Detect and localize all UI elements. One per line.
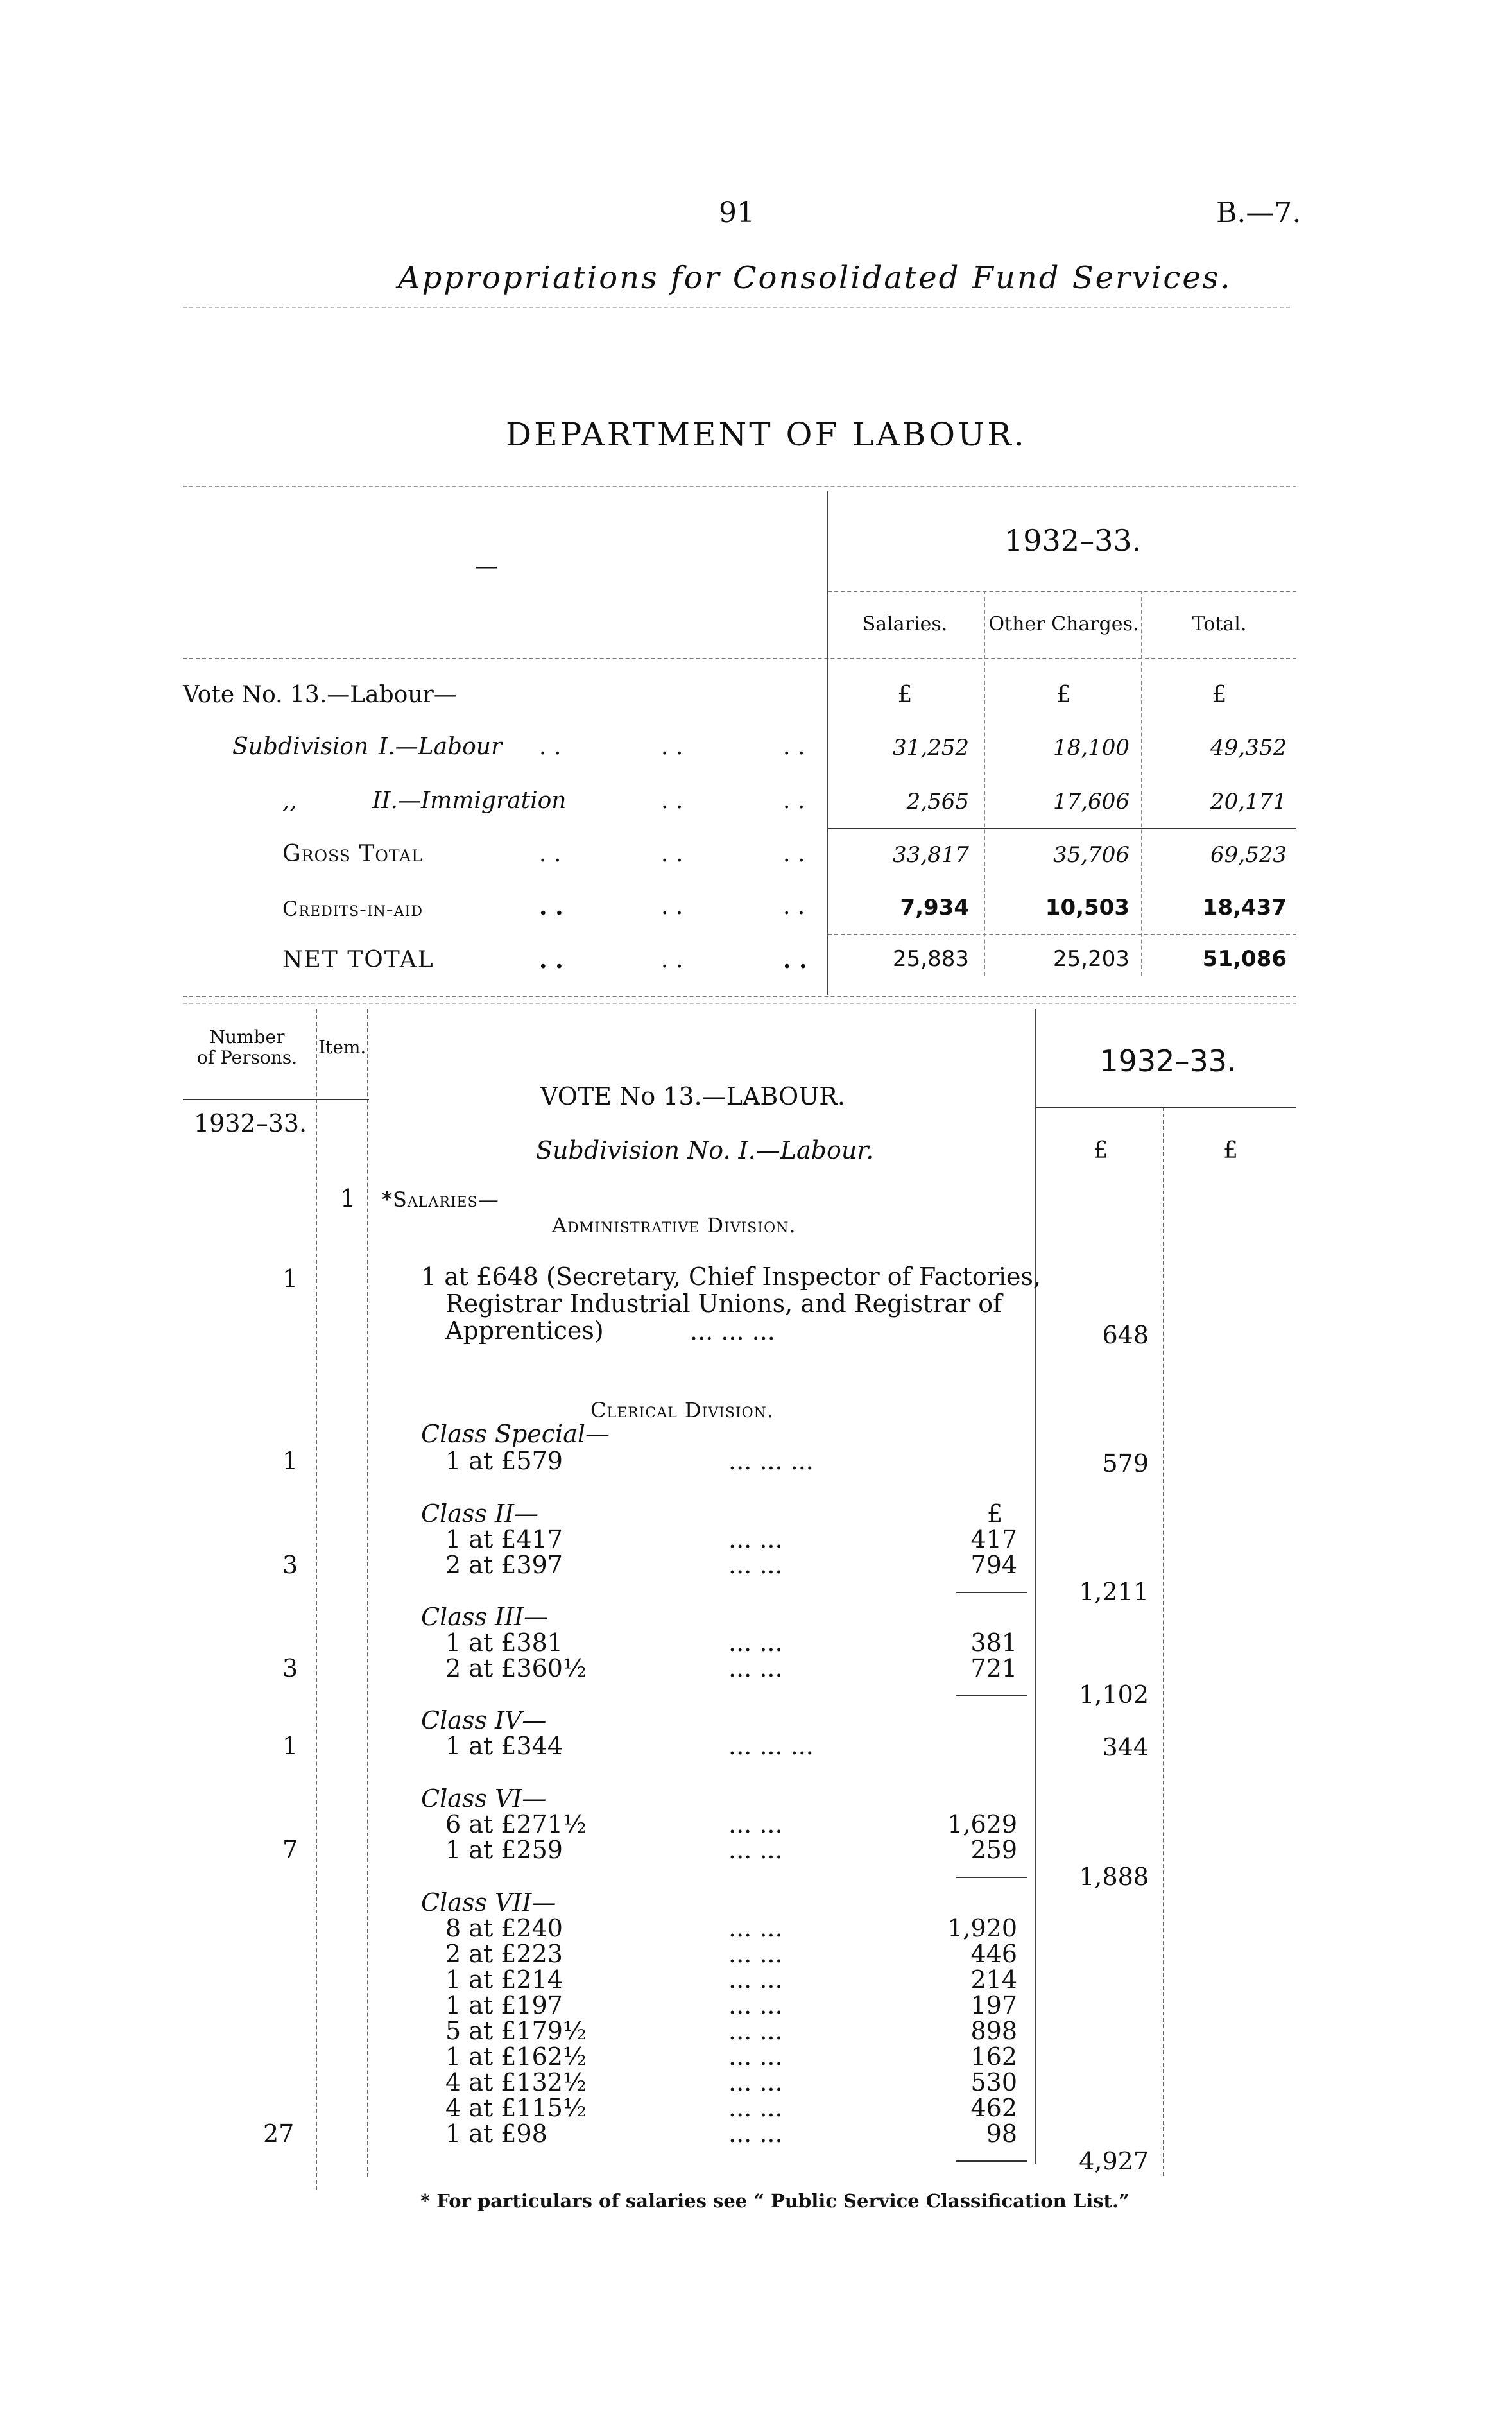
summary-row-label-detail: I.—Labour <box>379 734 503 760</box>
summary-row-label: Subdivision <box>232 734 369 760</box>
class-vii-amount: 462 <box>970 2094 1017 2122</box>
summary-currency-other: £ <box>1056 682 1071 708</box>
class-special-label: Class Special— <box>421 1420 610 1448</box>
class-iii-rate: 2 at £360½ <box>445 1654 587 1682</box>
summary-header-rule <box>183 658 1296 659</box>
leader-dots: ... ... <box>728 1810 783 1838</box>
salaries-heading: *Salaries— <box>382 1187 499 1212</box>
leader-dots: ... ... ... <box>690 1317 775 1345</box>
summary-col-divider-1 <box>827 491 828 995</box>
class-ii-total: 1,211 <box>1079 1578 1149 1606</box>
column-other-charges: Other Charges. <box>988 613 1139 635</box>
leader-dots: . . <box>783 734 805 760</box>
leader-dots: ... ... <box>728 1654 783 1682</box>
class-vii-rate: 5 at £179½ <box>445 2017 587 2045</box>
class-vii-rate: 1 at £197 <box>445 1991 563 2019</box>
summary-other-value: 35,706 <box>1053 842 1130 868</box>
class-vii-rate: 1 at £162½ <box>445 2042 587 2071</box>
leader-dots: ... ... <box>728 2042 783 2071</box>
class-vii-amount: 162 <box>970 2042 1017 2071</box>
detail-year-heading-right: 1932–33. <box>1099 1044 1237 1078</box>
detail-right-header-rule <box>1036 1107 1296 1108</box>
detail-col-divider-item <box>367 1009 368 2177</box>
class-vii-rate: 8 at £240 <box>445 1914 563 1942</box>
leader-dots: ... ... <box>728 2017 783 2045</box>
summary-other-value: 10,503 <box>1045 895 1130 920</box>
summary-row-label: NET TOTAL <box>282 947 434 973</box>
summary-salaries-value: 31,252 <box>893 735 969 761</box>
class-vii-label: Class VII— <box>421 1888 556 1917</box>
leader-dots: ... ... <box>728 2094 783 2122</box>
column-total: Total. <box>1192 613 1247 635</box>
detail-col-divider-amount <box>1163 1107 1164 2176</box>
summary-net-rule <box>828 934 1296 935</box>
summary-salaries-value: 2,565 <box>906 789 969 815</box>
summary-row-label: Gross Total <box>282 841 423 867</box>
leader-dots: . . <box>783 788 805 814</box>
class-iii-amount: 721 <box>970 1654 1017 1682</box>
leader-dots: ... ... <box>728 1965 783 1994</box>
summary-other-value: 17,606 <box>1053 789 1130 815</box>
class-ii-rate: 1 at £417 <box>445 1525 563 1553</box>
leader-dots: . . <box>661 788 683 814</box>
class-iii-persons: 3 <box>282 1654 298 1682</box>
leader-dots: ... ... <box>728 1525 783 1553</box>
class-iii-label: Class III— <box>421 1603 548 1631</box>
summary-total-value: 69,523 <box>1210 842 1287 868</box>
class-vi-total: 1,888 <box>1079 1863 1149 1891</box>
detail-col-divider-text <box>1035 1009 1036 2164</box>
summary-total-value: 18,437 <box>1202 895 1287 920</box>
class-vii-rule <box>956 2160 1027 2162</box>
secretary-line: Registrar Industrial Unions, and Registrar of <box>445 1289 1002 1318</box>
secretary-line: 1 at £648 (Secretary, Chief Inspector of Factories, <box>421 1263 1042 1291</box>
leader-dots: . . <box>783 947 807 974</box>
detail-year-heading-left: 1932–33. <box>194 1109 307 1137</box>
clerical-division-heading: Clerical Division. <box>590 1398 775 1422</box>
vote-title: VOTE No 13.—LABOUR. <box>540 1082 845 1110</box>
summary-vote-label: Vote No. 13.—Labour— <box>183 682 457 708</box>
class-ii-rate: 2 at £397 <box>445 1551 563 1579</box>
column-number-of-persons <box>183 1027 311 1068</box>
leader-dots: . . <box>661 734 683 760</box>
class-iii-amount: 381 <box>970 1628 1017 1657</box>
class-iv-line: 1 at £344 <box>445 1732 563 1760</box>
summary-other-value: 25,203 <box>1053 946 1130 972</box>
column-item: Item. <box>318 1037 366 1058</box>
class-iii-rule <box>956 1695 1027 1696</box>
class-vi-rate: 1 at £259 <box>445 1836 563 1864</box>
leader-dots: . . <box>661 947 683 973</box>
class-vii-rate: 1 at £98 <box>445 2119 547 2148</box>
leader-dots: ... ... <box>728 1551 783 1579</box>
class-ii-pound: £ <box>987 1499 1003 1528</box>
document-reference: B.—7. <box>1216 196 1302 229</box>
secretary-amount: 648 <box>1102 1321 1149 1349</box>
class-iv-persons: 1 <box>282 1732 298 1760</box>
class-ii-rule <box>956 1592 1027 1593</box>
leader-dots: . . <box>539 734 562 760</box>
summary-top-rule <box>183 486 1296 487</box>
leader-dots: ... ... <box>728 2119 783 2148</box>
leader-dots: ... ... ... <box>728 1447 814 1475</box>
summary-year-heading: 1932–33. <box>1004 523 1142 558</box>
leader-dots: . . <box>661 893 683 920</box>
class-vi-rule <box>956 1877 1027 1878</box>
class-vii-rate: 2 at £223 <box>445 1940 563 1968</box>
leader-dots: ... ... <box>728 1940 783 1968</box>
detail-left-header-rule <box>183 1099 369 1100</box>
column-number-line-1: Number <box>209 1026 285 1048</box>
summary-total-value: 20,171 <box>1210 789 1287 815</box>
column-number-line-2: of Persons. <box>196 1047 298 1068</box>
class-vi-amount: 1,629 <box>947 1810 1017 1838</box>
summary-total-value: 51,086 <box>1202 946 1287 972</box>
class-vii-total: 4,927 <box>1079 2147 1149 2175</box>
leader-dots: . . <box>783 841 805 867</box>
class-iv-label: Class IV— <box>421 1706 547 1734</box>
secretary-persons: 1 <box>282 1264 298 1293</box>
summary-salaries-value: 25,883 <box>893 946 969 972</box>
footnote: * For particulars of salaries see “ Public Service Classification List.” <box>420 2190 1130 2212</box>
leader-dots: ... ... <box>728 1991 783 2019</box>
summary-salaries-value: 33,817 <box>893 842 969 868</box>
leader-dots: ... ... ... <box>728 1732 814 1760</box>
summary-bottom-rule <box>183 996 1296 997</box>
leader-dots: ... ... <box>728 1628 783 1657</box>
secretary-line: Apprentices) <box>445 1316 604 1345</box>
detail-currency-left: £ <box>1093 1137 1108 1164</box>
column-salaries: Salaries. <box>862 613 948 635</box>
class-iii-rate: 1 at £381 <box>445 1628 563 1657</box>
leader-dots: ... ... <box>728 1914 783 1942</box>
class-vii-amount: 446 <box>970 1940 1017 1968</box>
summary-other-value: 18,100 <box>1053 735 1130 761</box>
class-special-total: 579 <box>1102 1449 1149 1478</box>
class-vi-rate: 6 at £271½ <box>445 1810 587 1838</box>
class-iv-total: 344 <box>1102 1733 1149 1761</box>
class-ii-amount: 794 <box>970 1551 1017 1579</box>
leader-dots: . . <box>661 841 683 867</box>
class-vii-amount: 530 <box>970 2068 1017 2096</box>
summary-bottom-rule-2 <box>183 1003 1296 1004</box>
class-vii-amount: 197 <box>970 1991 1017 2019</box>
leader-dots: . . <box>783 893 805 920</box>
summary-subtotal-rule <box>828 828 1296 829</box>
class-ii-persons: 3 <box>282 1551 298 1579</box>
detail-currency-right: £ <box>1223 1137 1238 1164</box>
running-title: Appropriations for Consolidated Fund Services. <box>398 260 1232 296</box>
leader-dots: . . <box>539 893 563 920</box>
leader-dots: ... ... <box>728 2068 783 2096</box>
class-vii-persons: 27 <box>263 2119 295 2148</box>
class-vii-amount: 1,920 <box>947 1914 1017 1942</box>
class-vii-amount: 898 <box>970 2017 1017 2045</box>
summary-dash: — <box>475 553 498 580</box>
summary-year-rule <box>828 591 1296 592</box>
class-ii-label: Class II— <box>421 1499 538 1528</box>
department-title: DEPARTMENT OF LABOUR. <box>506 416 1027 453</box>
item-number: 1 <box>340 1184 356 1212</box>
summary-total-value: 49,352 <box>1210 735 1287 761</box>
class-vii-rate: 4 at £115½ <box>445 2094 587 2122</box>
class-vii-rate: 1 at £214 <box>445 1965 563 1994</box>
summary-row-label-detail: II.—Immigration <box>372 788 567 814</box>
class-ii-amount: 417 <box>970 1525 1017 1553</box>
class-vi-amount: 259 <box>970 1836 1017 1864</box>
leader-dots: . . <box>539 841 562 867</box>
detail-col-divider-persons <box>316 1009 317 2190</box>
summary-currency-total: £ <box>1212 682 1227 708</box>
leader-dots: ... ... <box>728 1836 783 1864</box>
class-special-line: 1 at £579 <box>445 1447 563 1475</box>
class-special-persons: 1 <box>282 1447 298 1475</box>
class-vi-persons: 7 <box>282 1836 298 1864</box>
subdivision-title: Subdivision No. I.—Labour. <box>536 1136 874 1164</box>
summary-col-divider-3 <box>1141 591 1142 976</box>
class-vii-amount: 214 <box>970 1965 1017 1994</box>
leader-dots: . . <box>539 947 563 974</box>
administrative-division-heading: Administrative Division. <box>552 1213 796 1238</box>
summary-currency-salaries: £ <box>897 682 913 708</box>
summary-col-divider-2 <box>984 591 985 976</box>
summary-row-label: ,, <box>282 788 297 814</box>
header-rule <box>183 307 1290 308</box>
class-vii-rate: 4 at £132½ <box>445 2068 587 2096</box>
page-number: 91 <box>719 196 755 229</box>
class-vii-amount: 98 <box>986 2119 1017 2148</box>
class-iii-total: 1,102 <box>1079 1680 1149 1709</box>
summary-row-label: Credits-in-aid <box>282 897 423 921</box>
class-vi-label: Class VI— <box>421 1784 547 1813</box>
summary-salaries-value: 7,934 <box>900 895 969 920</box>
